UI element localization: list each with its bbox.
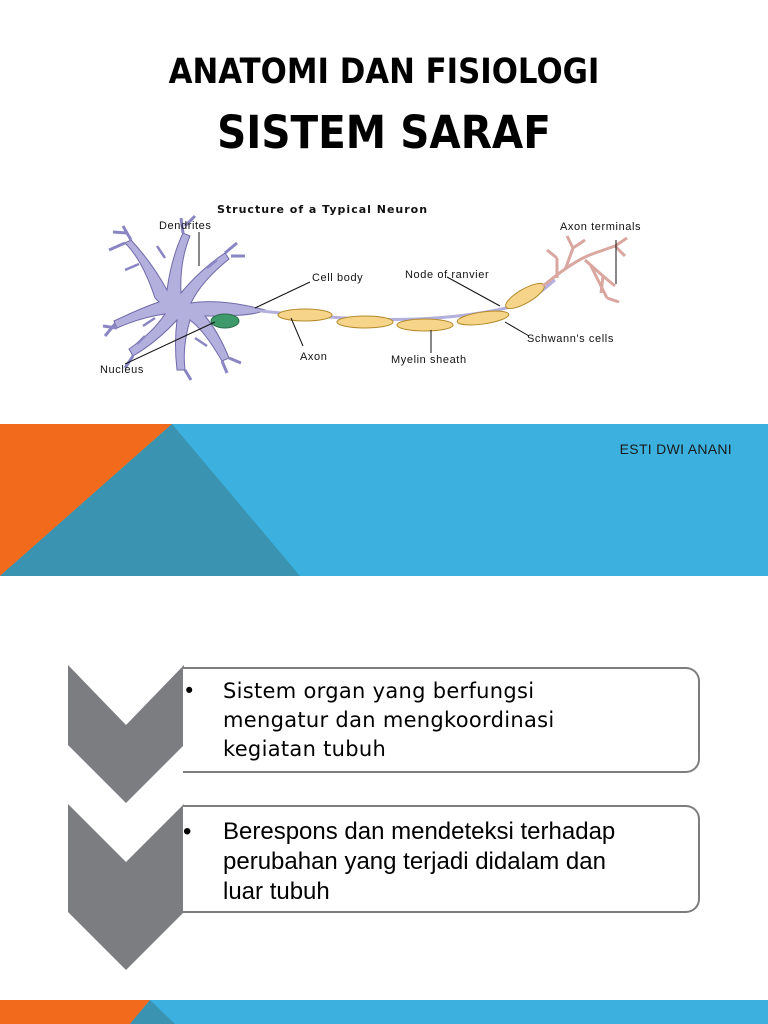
bullet-1: •: [183, 679, 196, 703]
definition-card-1: [183, 667, 700, 773]
card-1-line-2: mengatur dan mengkoordinasi: [223, 708, 555, 732]
label-schwanns-cells: Schwann's cells: [527, 333, 614, 345]
label-axon-terminals: Axon terminals: [560, 221, 642, 233]
card-2-line-2: perubahan yang terjadi didalam dan: [223, 848, 606, 875]
author-name: ESTI DWI ANANI: [619, 441, 732, 457]
neuron-diagram: [95, 198, 680, 383]
label-cell-body: Cell body: [312, 272, 364, 284]
bottom-decorative-banner: [0, 1000, 768, 1024]
card-1-line-3: kegiatan tubuh: [223, 737, 387, 761]
card-1-line-1: • Sistem organ yang berfungsi: [203, 677, 688, 706]
chevron-arrow-1: [68, 665, 184, 803]
label-dendrites: Dendrites: [159, 220, 212, 232]
cell-body-shape: [103, 216, 265, 380]
label-myelin-sheath: Myelin sheath: [391, 354, 467, 366]
nucleus-shape: [211, 314, 239, 328]
neuron-diagram-title: Structure of a Typical Neuron: [217, 203, 429, 216]
label-node-of-ranvier: Node of ranvier: [405, 269, 490, 281]
label-nucleus: Nucleus: [100, 364, 144, 376]
title-line-1: ANATOMI DAN FISIOLOGI: [168, 52, 600, 92]
axon-terminals-shape: [543, 236, 627, 302]
content-slide: [0, 576, 768, 1024]
title-line-2: SISTEM SARAF: [217, 106, 551, 159]
chevron-arrow-2: [68, 804, 184, 970]
label-axon: Axon: [300, 351, 328, 363]
card-2-line-1: • Berespons dan mendeteksi terhadap: [183, 818, 616, 845]
card-2-line-3: luar tubuh: [223, 878, 330, 905]
definition-card-2: [183, 805, 700, 913]
bullet-2: •: [183, 818, 192, 845]
